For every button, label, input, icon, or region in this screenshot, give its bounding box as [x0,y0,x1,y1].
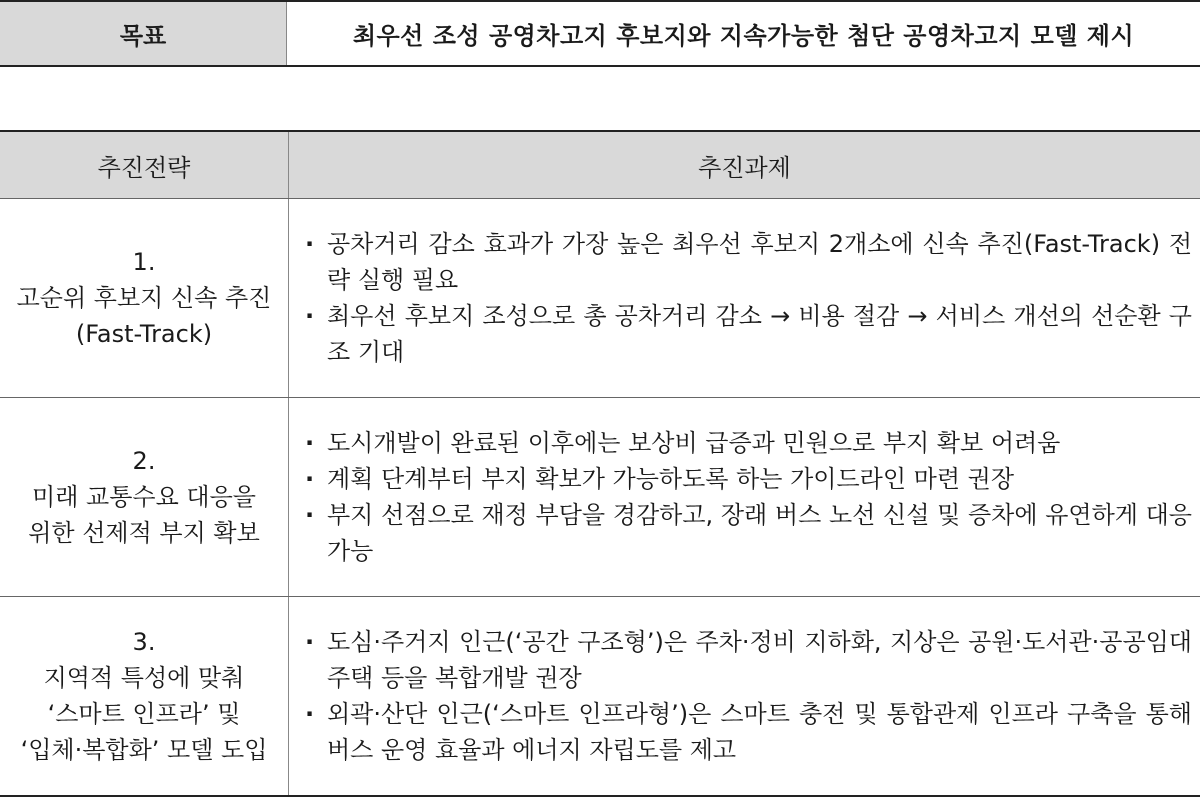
task-item: · 도심·주거지 인근(‘공간 구조형’)은 주차·정비 지하화, 지상은 공원·도서관·공공임대 주택 등을 복합개발 권장 [297,624,1192,696]
table-row [0,398,1200,597]
task-item: · 도시개발이 완료된 이후에는 보상비 급증과 민원으로 부지 확보 어려움 [297,425,1192,461]
tasks-cell [289,199,1200,398]
table-header-row [0,131,1200,199]
header-tasks: 추진과제 [289,131,1200,199]
task-item: · 부지 선점으로 재정 부담을 경감하고, 장래 버스 노선 신설 및 증차에 유연하게 대응 가능 [297,497,1192,569]
header-strategy: 추진전략 [0,131,289,199]
goal-value: 최우선 조성 공영차고지 후보지와 지속가능한 첨단 공영차고지 모델 제시 [287,1,1200,66]
strategy-number: 1. [0,244,288,280]
strategy-number: 3. [0,624,288,660]
strategy-line: 미래 교통수요 대응을 [0,479,288,515]
strategy-number: 2. [0,443,288,479]
strategy-line: 위한 선제적 부지 확보 [0,515,288,551]
strategy-line: 고순위 후보지 신속 추진 [0,280,288,316]
strategy-line: ‘스마트 인프라’ 및 [0,696,288,732]
table-row [0,597,1200,797]
goal-row [0,1,1200,66]
table-row [0,199,1200,398]
task-item: · 계획 단계부터 부지 확보가 가능하도록 하는 가이드라인 마련 권장 [297,461,1192,497]
strategy-line: 지역적 특성에 맞춰 [0,660,288,696]
task-item: · 외곽·산단 인근(‘스마트 인프라형’)은 스마트 충전 및 통합관제 인프라 구축을 통해 버스 운영 효율과 에너지 자립도를 제고 [297,696,1192,768]
goal-table [0,0,1200,67]
strategy-table [0,130,1200,797]
tasks-cell [289,398,1200,597]
goal-label: 목표 [0,1,287,66]
strategy-cell [0,597,289,797]
strategy-line: (Fast-Track) [0,316,288,352]
strategy-cell [0,398,289,597]
strategy-line: ‘입체·복합화’ 모델 도입 [0,732,288,768]
strategy-cell [0,199,289,398]
task-item: · 공차거리 감소 효과가 가장 높은 최우선 후보지 2개소에 신속 추진(Fast-Track) 전략 실행 필요 [297,226,1192,298]
task-item: · 최우선 후보지 조성으로 총 공차거리 감소 → 비용 절감 → 서비스 개선의 선순환 구조 기대 [297,298,1192,370]
tasks-cell [289,597,1200,797]
